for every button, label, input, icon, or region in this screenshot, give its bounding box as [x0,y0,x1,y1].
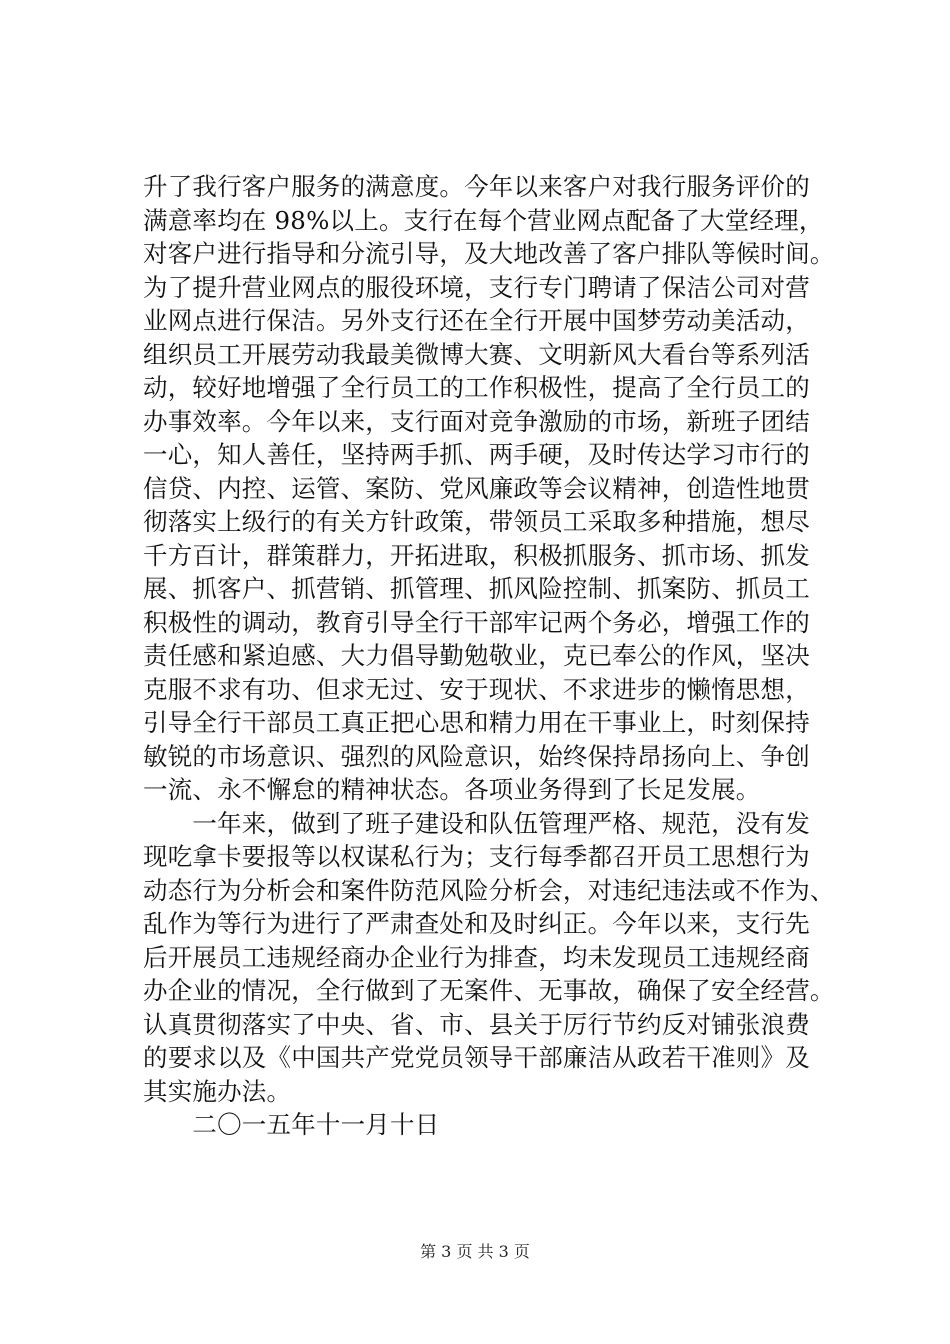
text-line: 业网点进行保洁。另外支行还在全行开展中国梦劳动美活动， [143,306,810,335]
text-line: 组织员工开展劳动我最美微博大赛、文明新风大看台等系列活 [143,339,810,369]
document-date: 二〇一五年十一月十日 [143,1110,440,1139]
text-line: 现吃拿卡要报等以权谋私行为；支行每季都召开员工思想行为 [143,842,810,871]
text-line: 乱作为等行为进行了严肃查处和及时纠正。今年以来，支行先 [143,909,810,938]
text-line: 动态行为分析会和案件防范风险分析会，对违纪违法或不作为、 [143,875,835,905]
text-line: 一流、永不懈怠的精神状态。各项业务得到了长足发展。 [143,775,761,804]
page-number-footer: 第 3 页 共 3 页 [420,1242,530,1261]
text-line: 展、抓客户、抓营销、抓管理、抓风险控制、抓案防、抓员工 [143,574,810,603]
text-line: 认真贯彻落实了中央、省、市、县关于厉行节约反对铺张浪费 [143,1009,810,1039]
text-line: 一心，知人善任，坚持两手抓、两手硬，及时传达学习市行的 [143,440,810,469]
document-body [143,170,843,1142]
text-line: 办企业的情况，全行做到了无案件、无事故，确保了安全经营。 [143,976,835,1005]
text-line: 其实施办法。 [143,1076,292,1106]
text-line: 对客户进行指导和分流引导，及大地改善了客户排队等候时间。 [143,239,835,268]
text-line: 升了我行客户服务的满意度。今年以来客户对我行服务评价的 [143,172,810,201]
text-line: 信贷、内控、运管、案防、党风廉政等会议精神，创造性地贯 [143,473,810,503]
text-line: 彻落实上级行的有关方针政策，带领员工采取多种措施，想尽 [143,507,810,536]
text-line: 敏锐的市场意识、强烈的风险意识，始终保持昂扬向上、争创 [143,741,810,771]
text-line: 的要求以及《中国共产党党员领导干部廉洁从政若干准则》及 [143,1043,810,1072]
text-line: 引导全行干部员工真正把心思和精力用在干事业上，时刻保持 [143,708,810,737]
paragraph-start-line: 一年来，做到了班子建设和队伍管理严格、规范，没有发 [143,808,810,838]
text-line: 责任感和紧迫感、大力倡导勤勉敬业，克已奉公的作风，坚决 [143,641,810,670]
text-line: 后开展员工违规经商办企业行为排查，均未发现员工违规经商 [143,942,810,972]
text-line: 满意率均在 98%以上。支行在每个营业网点配备了大堂经理， [143,205,824,235]
text-line: 千方百计，群策群力，开拓进取，积极抓服务、抓市场、抓发 [143,540,810,570]
text-line: 为了提升营业网点的服役环境，支行专门聘请了保洁公司对营 [143,272,810,302]
text-line: 办事效率。今年以来，支行面对竞争激励的市场，新班子团结 [143,406,810,436]
text-line: 积极性的调动，教育引导全行干部牢记两个务必，增强工作的 [143,607,810,637]
text-line: 克服不求有功、但求无过、安于现状、不求进步的懒惰思想， [143,674,810,704]
text-line: 动，较好地增强了全行员工的工作积极性，提高了全行员工的 [143,373,810,402]
